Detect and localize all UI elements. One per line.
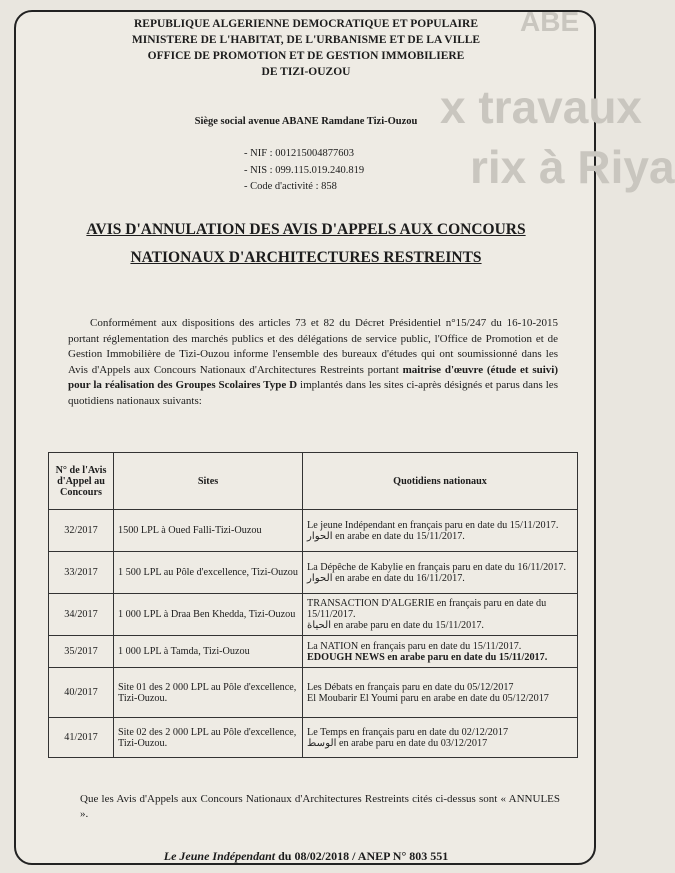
- newspaper-french: La NATION en français paru en date du 15/11/2017.: [307, 640, 522, 652]
- newspapers-cell: [303, 552, 578, 594]
- newspaper-french: Le jeune Indépendant en français paru en date du 15/11/2017.: [307, 519, 559, 531]
- issuer-header: [0, 16, 612, 80]
- newspaper-name: Le Jeune Indépendant: [163, 849, 276, 863]
- table-row: [49, 552, 578, 594]
- newspaper-arabic: الحوار en arabe en date du 16/11/2017.: [307, 572, 465, 584]
- notice-title: [0, 216, 612, 272]
- header-line: MINISTERE DE L'HABITAT, DE L'URBANISME ET DE LA VILLE: [131, 34, 481, 46]
- tender-number: 35/2017: [49, 636, 114, 668]
- bleed-through-text: ABE: [520, 6, 580, 37]
- table-row: [49, 718, 578, 758]
- newspaper-french: La Dépêche de Kabylie en français paru en date du 16/11/2017.: [307, 561, 567, 573]
- nif-number: - NIF : 001215004877603: [244, 148, 354, 159]
- tenders-table: [48, 452, 578, 758]
- cancellation-statement: Que les Avis d'Appels aux Concours Nationaux d'Architectures Restreints cités ci-dessus sont « ANNULES ».: [80, 793, 560, 820]
- table-row: [49, 636, 578, 668]
- header-line: DE TIZI-OUZOU: [261, 66, 351, 78]
- bleed-through-text: rix à Riya: [470, 141, 675, 193]
- column-header: N° de l'Avis d'Appel au Concours: [49, 453, 114, 510]
- site-cell: Site 02 des 2 000 LPL au Pôle d'excellence, Tizi-Ouzou.: [114, 718, 303, 758]
- newspaper-french: TRANSACTION D'ALGERIE en français paru en date du 15/11/2017.: [307, 598, 547, 620]
- newspaper-arabic: El Moubarir El Youmi paru en arabe en date du 05/12/2017: [307, 692, 549, 704]
- publication-reference: du 08/02/2018 / ANEP N° 803 551: [275, 849, 449, 863]
- activity-code: - Code d'activité : 858: [244, 181, 337, 192]
- tender-number: 34/2017: [49, 594, 114, 636]
- site-cell: 1 000 LPL à Tamda, Tizi-Ouzou: [114, 636, 303, 668]
- column-header: Sites: [114, 453, 303, 510]
- tender-number: 33/2017: [49, 552, 114, 594]
- newspapers-cell: [303, 718, 578, 758]
- newspapers-cell: [303, 668, 578, 718]
- newspapers-cell: [303, 636, 578, 668]
- newspaper-arabic: الحوار en arabe en date du 15/11/2017.: [307, 530, 465, 542]
- tender-number: 41/2017: [49, 718, 114, 758]
- site-cell: 1 000 LPL à Draa Ben Khedda, Tizi-Ouzou: [114, 594, 303, 636]
- nis-number: - NIS : 099.115.019.240.819: [244, 164, 365, 176]
- table-header-row: [49, 453, 578, 510]
- newspaper-arabic: EDOUGH NEWS en arabe paru en date du 15/11/2017.: [307, 651, 548, 663]
- table-row: [49, 594, 578, 636]
- title-line: NATIONAUX D'ARCHITECTURES RESTREINTS: [130, 249, 482, 266]
- newspaper-arabic: الوسط en arabe paru en date du 03/12/2017: [307, 737, 488, 749]
- body-text: implantés dans les sites ci-après désignés et parus dans les quotidiens nationaux suivants:: [68, 379, 558, 407]
- newspaper-french: Les Débats en français paru en date du 05/12/2017: [307, 681, 514, 693]
- table-row: [49, 510, 578, 552]
- newspaper-arabic: الحياة en arabe paru en date du 15/11/2017.: [307, 620, 484, 631]
- table-row: [49, 668, 578, 718]
- identifiers: [244, 146, 364, 196]
- header-line: OFFICE DE PROMOTION ET DE GESTION IMMOBILIERE: [147, 50, 465, 62]
- newspaper-french: Le Temps en français paru en date du 02/12/2017: [307, 726, 509, 738]
- site-cell: Site 01 des 2 000 LPL au Pôle d'excellence, Tizi-Ouzou.: [114, 668, 303, 718]
- bleed-through-text: x travaux: [440, 81, 643, 133]
- head-office-address: Siège social avenue ABANE Ramdane Tizi-Ouzou: [194, 116, 418, 127]
- tender-number: 40/2017: [49, 668, 114, 718]
- body-emphasis: maitrise d'œuvre (étude et suivi) pour la réalisation des Groupes Scolaires Type D: [68, 363, 558, 392]
- column-header: Quotidiens nationaux: [303, 453, 578, 510]
- tender-number: 32/2017: [49, 510, 114, 552]
- title-line: AVIS D'ANNULATION DES AVIS D'APPELS AUX CONCOURS: [86, 221, 526, 238]
- newspapers-cell: [303, 594, 578, 636]
- site-cell: 1500 LPL à Oued Falli-Tizi-Ouzou: [114, 510, 303, 552]
- site-cell: 1 500 LPL au Pôle d'excellence, Tizi-Ouzou: [114, 552, 303, 594]
- header-line: REPUBLIQUE ALGERIENNE DEMOCRATIQUE ET POPULAIRE: [134, 18, 478, 30]
- publication-source: [0, 849, 612, 864]
- newspapers-cell: [303, 510, 578, 552]
- body-text: Conformément aux dispositions des articles 73 et 82 du Décret Présidentiel n°15/247 du 16-10-2015 portant réglementation des marchés publics et des délégations de service public, l'Office de Promotion et de Gestion Immobilière de Tizi-Ouzou informe l'ensemble des bureaux d'études qui ont soumissionné dans les Avis d'Appels aux Concours Nationaux d'Architectures Restreints portant: [68, 317, 558, 376]
- body-paragraph: [68, 316, 558, 410]
